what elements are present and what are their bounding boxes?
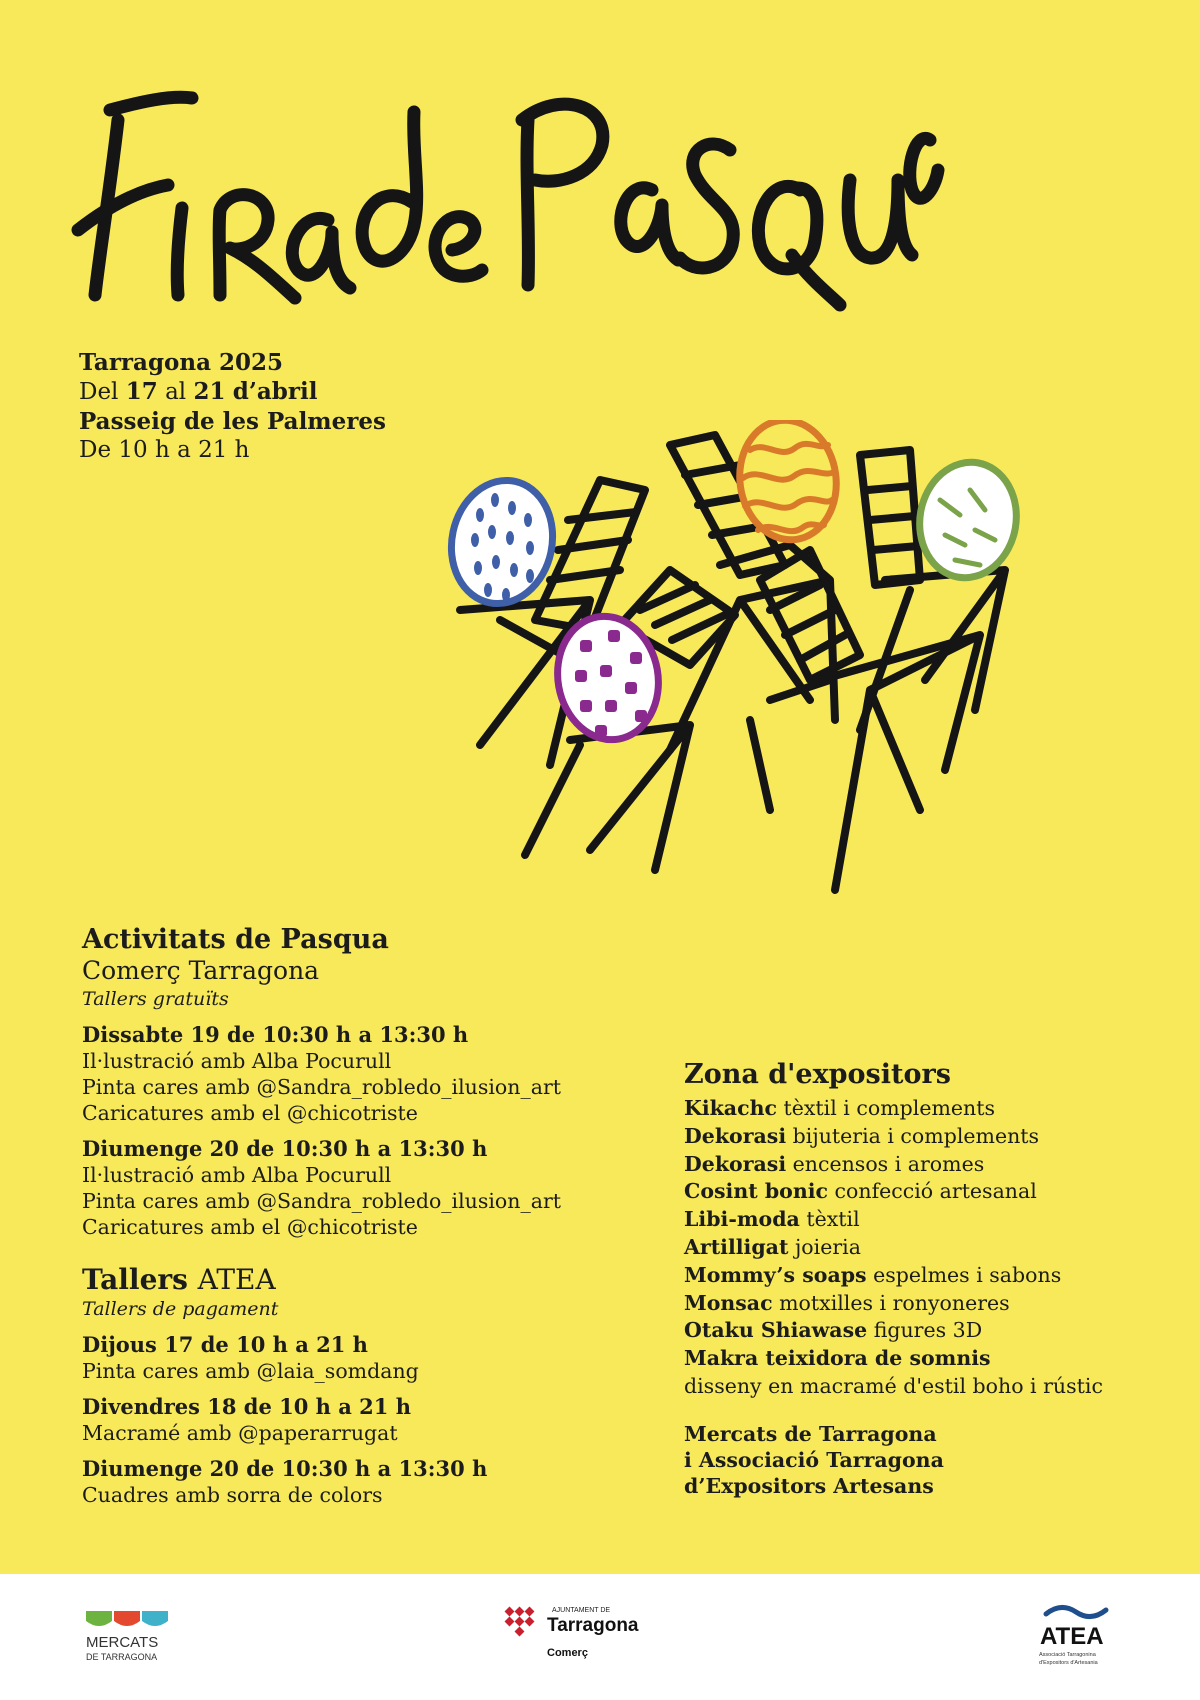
svg-text:Tarragona: Tarragona [547,1615,639,1636]
day-heading: Diumenge 20 de 10:30 h a 13:30 h [82,1136,488,1161]
exhibitor-extra: disseny en macramé d'estil boho i rústic [684,1373,1103,1398]
day-heading: Dissabte 19 de 10:30 h a 13:30 h [82,1022,469,1047]
list-item: Pinta cares amb @Sandra_robledo_ilusion_art [82,1189,561,1213]
egg-green [911,455,1026,586]
ajuntament-emblem-icon [505,1607,535,1637]
day-heading: Dijous 17 de 10 h a 21 h [82,1332,368,1357]
list-item: Il·lustració amb Alba Pocurull [82,1049,392,1073]
event-place: Passeig de les Palmeres [79,408,386,435]
list-item: Cuadres amb sorra de colors [82,1483,383,1507]
activitats-note: Tallers gratuïts [82,988,229,1010]
chairs-eggs-illustration [440,420,1040,910]
mercats-logo [84,1605,174,1665]
exhibitor-row: Monsac motxilles i ronyoneres [684,1290,1010,1315]
event-info [79,348,386,465]
day-heading: Diumenge 20 de 10:30 h a 13:30 h [82,1456,488,1481]
city-year: Tarragona 2025 [79,349,284,376]
day-heading: Divendres 18 de 10 h a 21 h [82,1394,411,1419]
exhibitor-row: Artilligat joieria [684,1234,861,1259]
list-item: Macramé amb @paperarrugat [82,1421,398,1445]
event-hours: De 10 h a 21 h [79,437,250,463]
organizers [684,1421,1184,1499]
activitats-day [82,1136,642,1240]
list-item: Caricatures amb el @chicotriste [82,1215,418,1239]
tallers-day [82,1456,642,1508]
svg-text:Comerç: Comerç [547,1647,588,1659]
organizer-line: d’Expositors Artesans [684,1473,934,1498]
exhibitor-row: Libi-moda tèxtil [684,1207,860,1232]
svg-text:MERCATS: MERCATS [86,1634,159,1651]
chair-front-right [760,550,860,680]
exhibitor-row: Otaku Shiawase figures 3D [684,1318,983,1343]
zona-expositors-section [684,1059,1184,1499]
list-item: Pinta cares amb @laia_somdang [82,1359,419,1383]
title-lettering [70,80,950,340]
svg-text:Associació Tarragonina: Associació Tarragonina [1039,1652,1096,1658]
list-item: Caricatures amb el @chicotriste [82,1101,418,1125]
tallers-day [82,1332,642,1384]
svg-text:DE TARRAGONA: DE TARRAGONA [86,1652,158,1662]
organizer-line: Mercats de Tarragona [684,1421,937,1446]
tallers-note: Tallers de pagament [82,1298,279,1320]
exhibitor-row: Dekorasi bijuteria i complements [684,1123,1040,1148]
exhibitor-row: Kikachc tèxtil i complements [684,1096,995,1120]
ajuntament-logo [502,1600,662,1670]
svg-text:AJUNTAMENT DE: AJUNTAMENT DE [552,1607,611,1614]
zona-heading: Zona d'expositors [684,1059,951,1090]
exhibitor-row: Dekorasi encensos i aromes [684,1151,985,1176]
list-item: Il·lustració amb Alba Pocurull [82,1163,392,1187]
tallers-day [82,1394,642,1446]
activitats-section [82,924,642,1508]
organizer-line: i Associació Tarragona [684,1447,944,1472]
svg-text:d'Expositors d'Artesania: d'Expositors d'Artesania [1039,1660,1098,1666]
activitats-day [82,1022,642,1126]
exhibitor-row: Makra teixidora de somnis [684,1346,991,1371]
atea-logo [1036,1598,1116,1670]
exhibitor-row: Mommy’s soaps espelmes i sabons [684,1262,1062,1287]
list-item: Pinta cares amb @Sandra_robledo_ilusion_art [82,1075,561,1099]
activitats-heading: Activitats de Pasqua [82,924,389,955]
tallers-heading: Tallers ATEA [82,1263,276,1296]
exhibitor-row: Cosint bonic confecció artesanal [684,1179,1037,1204]
event-dates: Del 17 al 21 d’abril [79,378,318,405]
activitats-subheading: Comerç Tarragona [82,956,320,985]
svg-text:ATEA: ATEA [1040,1623,1104,1650]
